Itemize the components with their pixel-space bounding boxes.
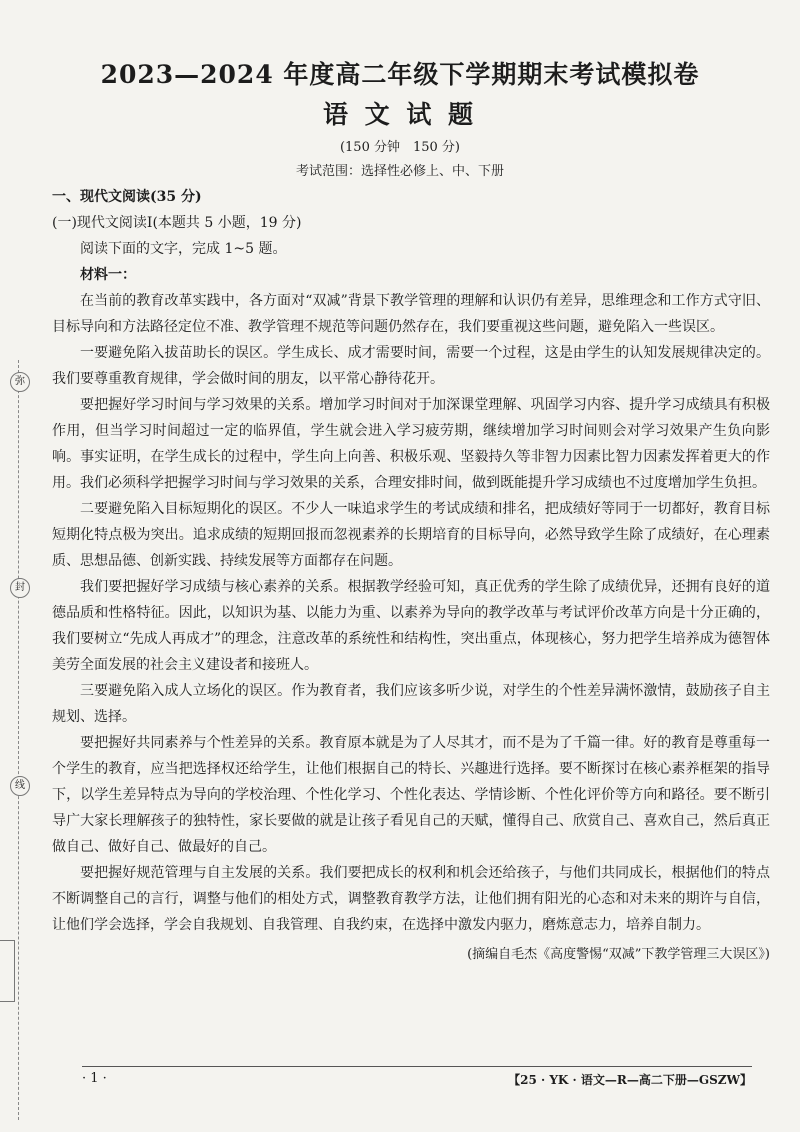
- binding-line: [18, 360, 19, 1120]
- corner-mark: [0, 940, 15, 1002]
- exam-title: 2023—2024 年度高二年级下学期期末考试模拟卷: [100, 60, 700, 89]
- paragraph: 在当前的教育改革实践中，各方面对“双减”背景下教学管理的理解和认识仍有差异，思维理念和工作方式守旧、目标导向和方法路径定位不准、教学管理不规范等问题仍然存在，我们要重视这些问题，避免陷入一些误区。: [52, 293, 770, 335]
- section-subheading: (一)现代文阅读Ⅰ(本题共 5 小题，19 分): [52, 215, 302, 231]
- material-label: 材料一：: [80, 267, 136, 283]
- paragraph: 一要避免陷入拔苗助长的误区。学生成长、成才需要时间，需要一个过程，这是由学生的认知发展规律决定的。我们要尊重教育规律，学会做时间的朋友，以平常心静待花开。: [52, 345, 770, 387]
- footer-rule: [82, 1066, 752, 1067]
- binding-char-feng: 封: [10, 578, 30, 598]
- exam-subtitle: 语 文 试 题: [322, 100, 478, 129]
- source-citation: (摘编自毛杰《高度警惕“双减”下教学管理三大误区》): [467, 947, 770, 962]
- paragraph: 二要避免陷入目标短期化的误区。不少人一味追求学生的考试成绩和排名，把成绩好等同于一切都好，教育目标短期化特点极为突出。追求成绩的短期回报而忽视素养的长期培育的目标导向，必然导致学生除了成绩好，在心理素质、思想品德、创新实践、持续发展等方面都存在问题。: [52, 501, 770, 569]
- paragraph: 三要避免陷入成人立场化的误区。作为教育者，我们应该多听少说，对学生的个性差异满怀激情，鼓励孩子自主规划、选择。: [52, 683, 770, 725]
- paragraph: 要把握好学习时间与学习效果的关系。增加学习时间对于加深课堂理解、巩固学习内容、提升学习成绩具有积极作用，但当学习时间超过一定的临界值，学生就会进入学习疲劳期，继续增加学习时间则会对学习效果产生负向影响。事实证明，在学生成长的过程中，学生向上向善、积极乐观、坚毅持久等非智力因素比智力因素发挥着更大的作用。我们必须科学把握学习时间与学习效果的关系，合理安排时间，做到既能提升学习成绩也不过度增加学生负担。: [52, 397, 770, 491]
- binding-char-mi: 弥: [10, 372, 30, 392]
- exam-duration: (150 分钟 150 分): [339, 140, 461, 155]
- paper-code: 【25 · YK · 语文—R—高二下册—GSZW】: [508, 1073, 752, 1087]
- section-heading: 一、现代文阅读(35 分): [52, 189, 202, 205]
- page-number: · 1 ·: [82, 1071, 107, 1086]
- reading-instruction: 阅读下面的文字，完成 1~5 题。: [80, 241, 287, 257]
- paragraph: 我们要把握好学习成绩与核心素养的关系。根据教学经验可知，真正优秀的学生除了成绩优异，还拥有良好的道德品质和性格特征。因此，以知识为基、以能力为重、以素养为导向的教学改革与考试评价改革方向是十分正确的，我们要树立“先成人再成才”的理念，注意改革的系统性和结构性，突出重点，体现核心，努力把学生培养成为德智体美劳全面发展的社会主义建设者和接班人。: [52, 579, 770, 673]
- exam-scope: 考试范围：选择性必修上、中、下册: [295, 164, 504, 179]
- paragraph: 要把握好规范管理与自主发展的关系。我们要把成长的权利和机会还给孩子，与他们共同成长，根据他们的特点不断调整自己的言行，调整与他们的相处方式，调整教育教学方法，让他们拥有阳光的心态和对未来的期许与自信，让他们学会选择，学会自我规划、自我管理、自我约束，在选择中激发内驱力，磨炼意志力，培养自制力。: [52, 865, 770, 933]
- paragraph: 要把握好共同素养与个性差异的关系。教育原本就是为了人尽其才，而不是为了千篇一律。好的教育是尊重每一个学生的教育，应当把选择权还给学生，让他们根据自己的特长、兴趣进行选择。要不断探讨在核心素养框架的指导下，以学生差异特点为导向的学校治理、个性化学习、个性化表达、学情诊断、个性化评价等方向和路径。要不断引导广大家长理解孩子的独特性，家长要做的就是让孩子看见自己的天赋，懂得自己、欣赏自己、喜欢自己，然后真正做自己、做好自己、做最好的自己。: [52, 735, 770, 855]
- binding-char-xian: 线: [10, 776, 30, 796]
- exam-body: [52, 184, 770, 968]
